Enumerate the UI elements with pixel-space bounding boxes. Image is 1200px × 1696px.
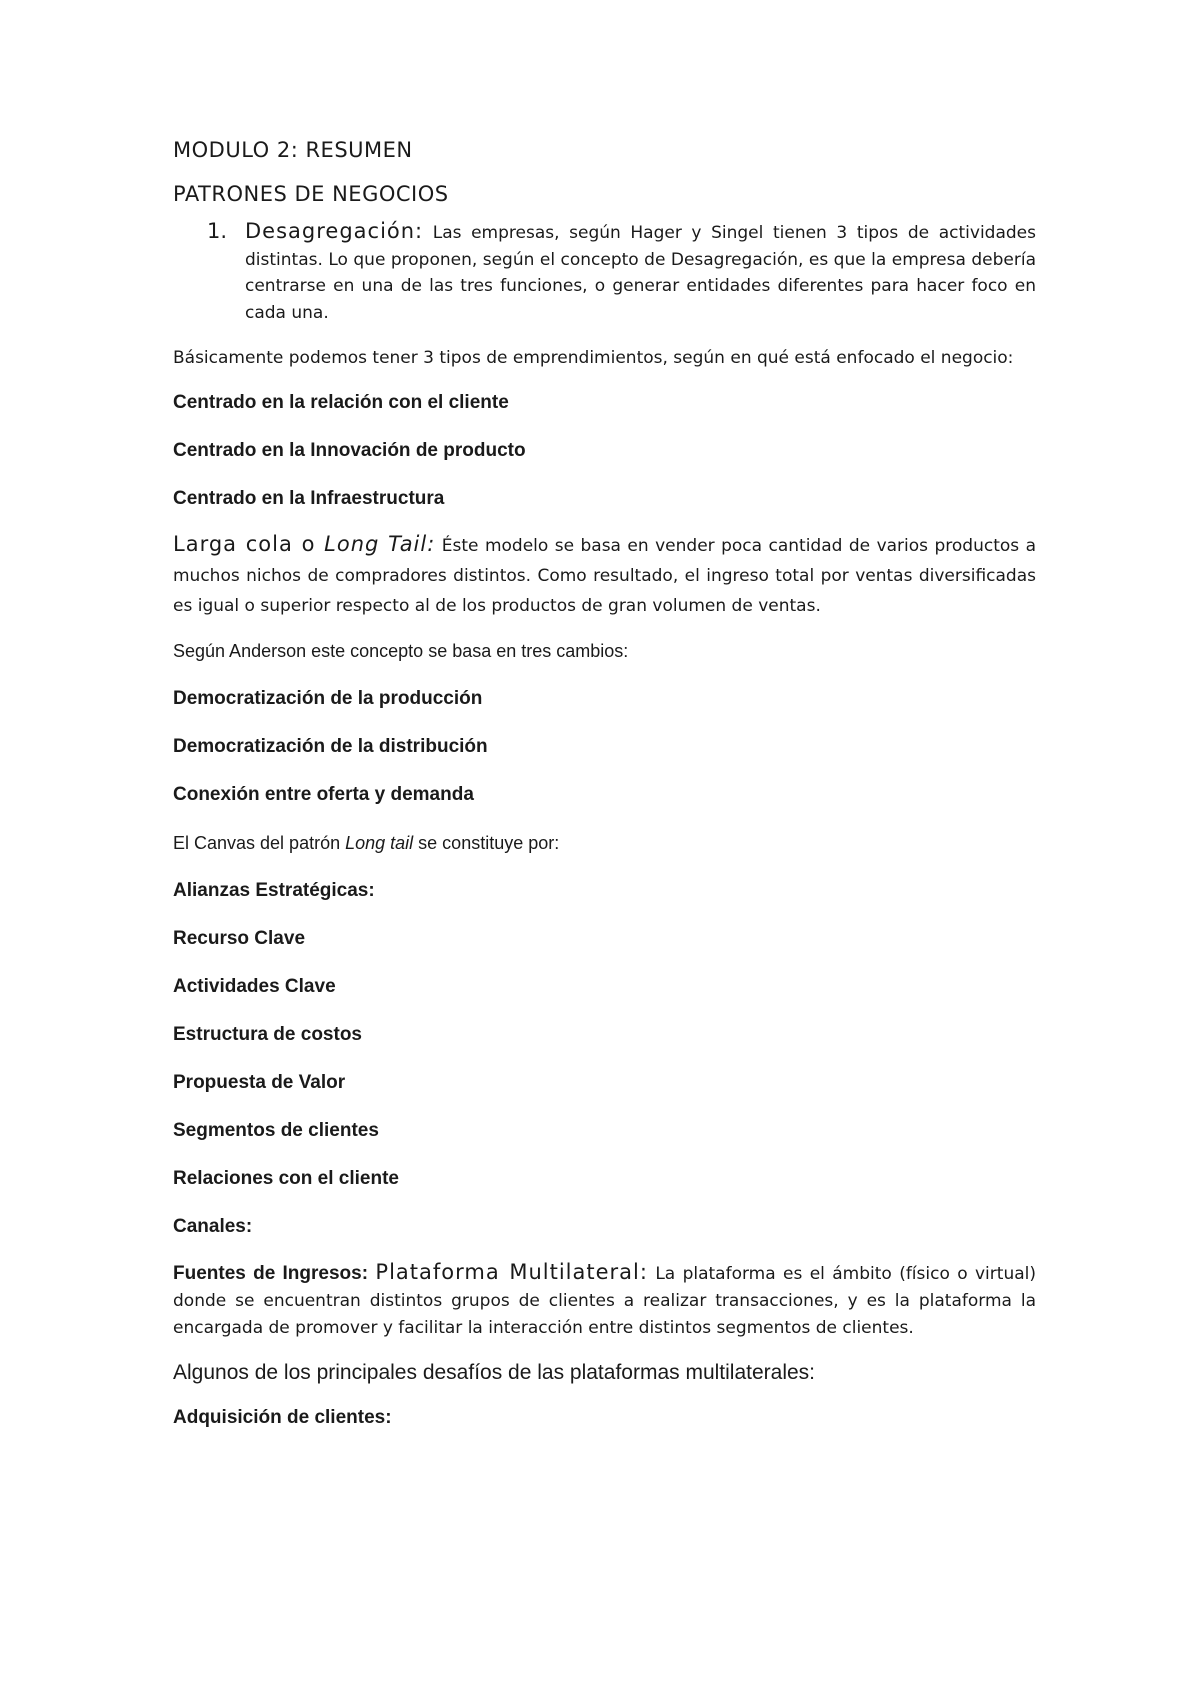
emprendimiento-item: Centrado en la relación con el cliente: [173, 392, 509, 413]
canvas-item: Segmentos de clientes: [173, 1120, 379, 1141]
term-long-tail: Long Tail:: [324, 532, 436, 556]
term-desagregacion: Desagregación:: [245, 219, 424, 243]
paragraph-desafios: Algunos de los principales desafíos de las plataformas multilaterales:: [173, 1361, 816, 1384]
canvas-intro-italic: Long tail: [345, 833, 414, 853]
paragraph-multilateral: [173, 1259, 1036, 1342]
document-subtitle: PATRONES DE NEGOCIOS: [173, 182, 449, 206]
paragraph-anderson: Según Anderson este concepto se basa en tres cambios:: [173, 641, 629, 661]
longtail-text: Éste modelo se basa en vender poca cantidad de varios productos a muchos nichos de compradores distintos. Como resultado, el ingreso total por ventas diversificadas es igual o superior respecto al de los productos de gran volumen de ventas.: [173, 536, 1036, 616]
term-plataforma-multilateral: Plataforma Multilateral:: [375, 1260, 648, 1284]
canvas-item: Canales:: [173, 1216, 253, 1237]
paragraph-emprendimientos: Básicamente podemos tener 3 tipos de emprendimientos, según en qué está enfocado el negocio:: [173, 348, 1014, 368]
emprendimiento-item: Centrado en la Infraestructura: [173, 488, 445, 509]
desafio-item: Adquisición de clientes:: [173, 1407, 392, 1428]
cambio-item: Conexión entre oferta y demanda: [173, 784, 474, 805]
multilateral-text: La plataforma es el ámbito (físico o virtual) donde se encuentran distintos grupos de clientes a realizar transacciones, y es la plataforma la encargada de promover y facilitar la interacción entre distintos segmentos de clientes.: [173, 1264, 1036, 1338]
canvas-intro-text-end: se constituye por:: [413, 833, 560, 853]
document-page: [173, 138, 1036, 1454]
list-number: 1.: [207, 219, 228, 243]
list-item-desagregacion: [173, 218, 1036, 326]
cambio-item: Democratización de la producción: [173, 688, 483, 709]
canvas-intro-text: El Canvas del patrón: [173, 833, 346, 853]
desagregacion-text: Las empresas, según Hager y Singel tienen 3 tipos de actividades distintas. Lo que proponen, según el concepto de Desagregación, es que la empresa debería centrarse en una de las tres funciones, o generar entidades diferentes para hacer foco en cada una.: [245, 223, 1036, 323]
paragraph-canvas: [173, 831, 1036, 879]
paragraph-longtail: [173, 529, 1036, 621]
emprendimiento-item: Centrado en la Innovación de producto: [173, 440, 526, 461]
canvas-item: Recurso Clave: [173, 928, 306, 949]
canvas-item: Actividades Clave: [173, 976, 336, 997]
fuentes-ingresos-label: Fuentes de Ingresos:: [173, 1263, 369, 1284]
document-title: MODULO 2: RESUMEN: [173, 138, 413, 162]
canvas-item: Estructura de costos: [173, 1024, 362, 1045]
term-larga-cola: Larga cola o: [173, 532, 325, 556]
canvas-item: Relaciones con el cliente: [173, 1168, 399, 1189]
canvas-item: Alianzas Estratégicas:: [173, 880, 375, 901]
canvas-item: Propuesta de Valor: [173, 1072, 346, 1093]
cambio-item: Democratización de la distribución: [173, 736, 488, 757]
